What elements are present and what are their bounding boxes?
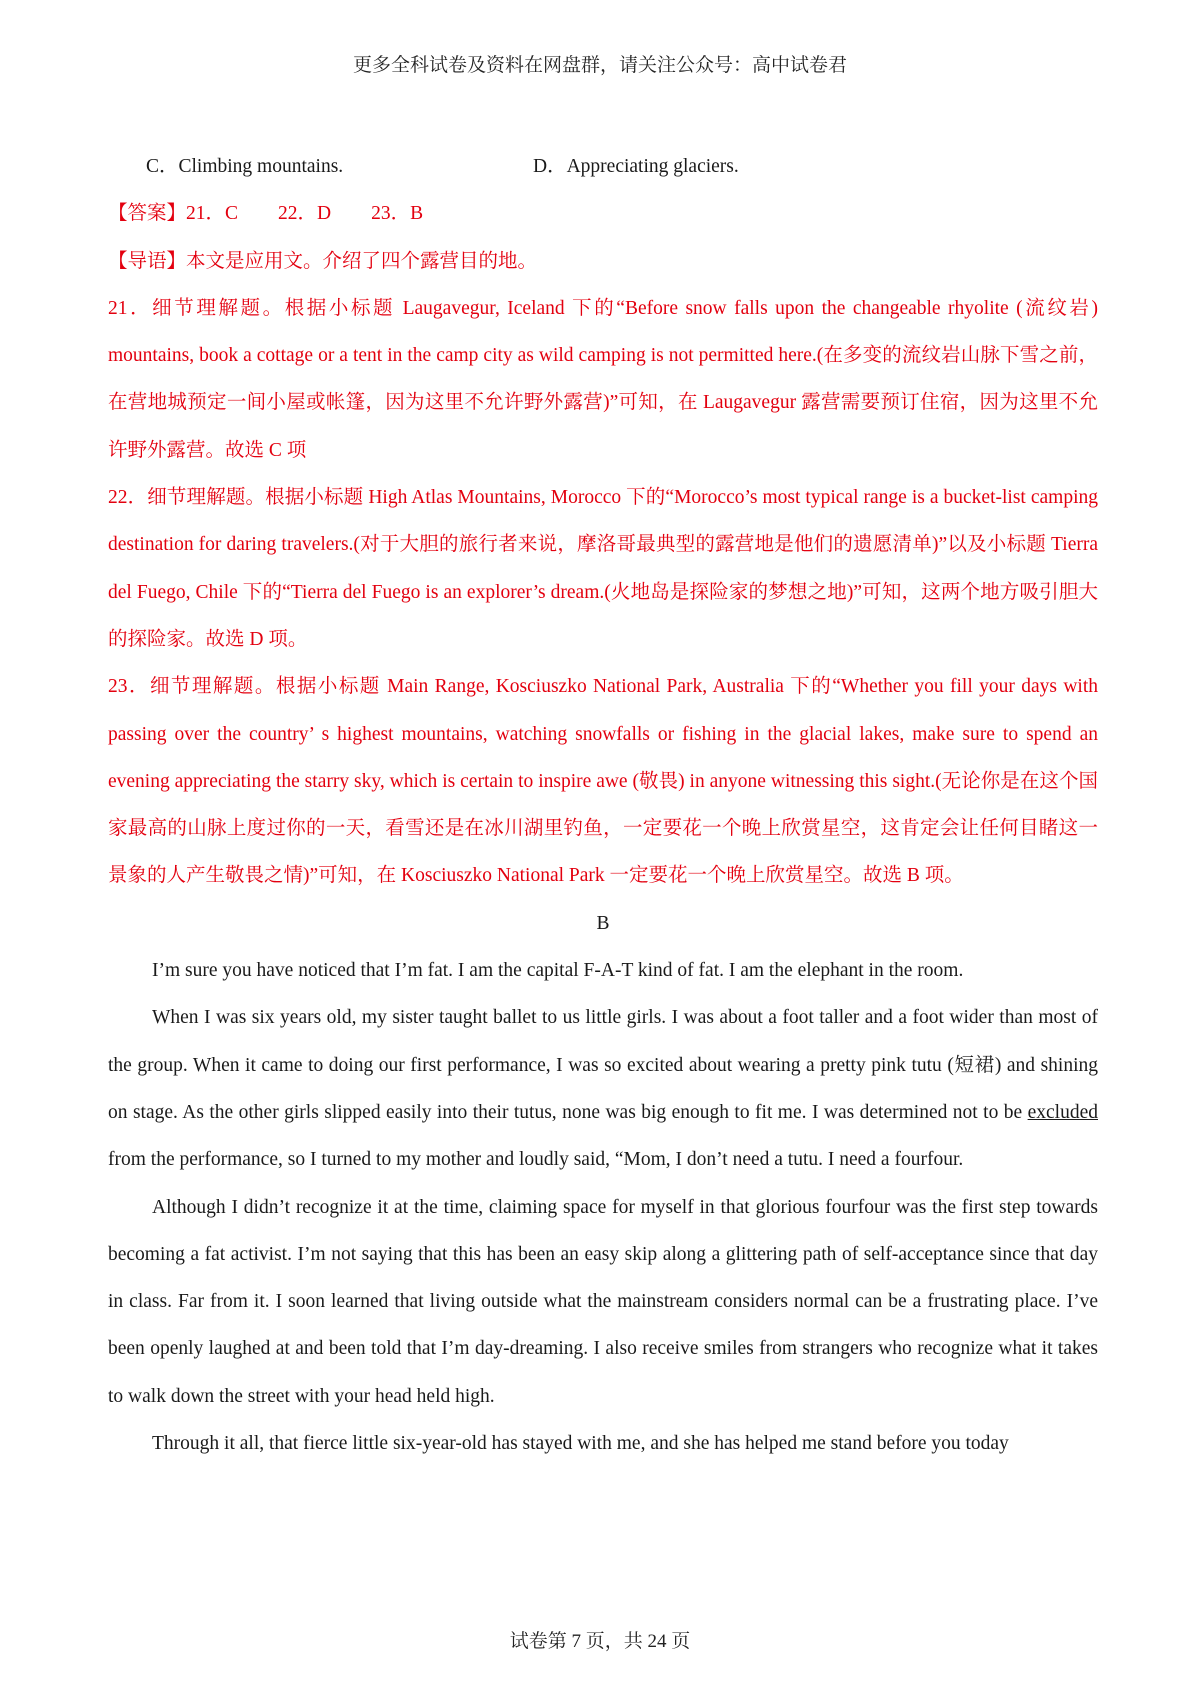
paragraph-text: When I was six years old, my sister taught ballet to us little girls. I was about a foot taller and a foot wider than most of the group. When it came to doing our first performance, I was so excited about wearing a pretty pink tutu (短裙) and shining on stage. As the other girls slipped easily into their tutus, none was big enough to fit me. I was determined not to be [108,1007,1098,1123]
explanation-23: 23．细节理解题。根据小标题 Main Range, Kosciuszko National Park, Australia 下的“Whether you fill your days with passing over the country’ s highest mountains, watching snowfalls or fishing in the glacial lakes, make sure to spend an evening appreciating the starry sky, which is certain to inspire awe (敬畏) in anyone witnessing this sight.(无论你是在这个国家最高的山脉上度过你的一天，看雪还是在冰川湖里钓鱼，一定要花一个晚上欣赏星空，这肯定会让任何目睹这一景象的人产生敬畏之情)”可知，在 Kosciuszko National Park 一定要花一个晚上欣赏星空。故选 B 项。 [108,676,1098,887]
underlined-word: excluded [1027,1101,1098,1123]
answer-options [108,143,1098,190]
explanation-22: 22．细节理解题。根据小标题 High Atlas Mountains, Morocco 下的“Morocco’s most typical range is a bucket-list camping destination for daring travelers.(对于大胆的旅行者来说，摩洛哥最典型的露营地是他们的遗愿清单)”以及小标题 Tierra del Fuego, Chile 下的“Tierra del Fuego is an explorer’s dream.(火地岛是探险家的梦想之地)”可知，这两个地方吸引胆大的探险家。故选 D 项。 [108,487,1098,650]
option-d: D．Appreciating glaciers. [533,156,739,177]
passage-paragraph-1: I’m sure you have noticed that I’m fat. I am the capital F-A-T kind of fat. I am the elephant in the room. [152,960,964,982]
page-footer: 试卷第 7 页，共 24 页 [509,1631,691,1652]
passage-paragraph-2 [108,994,1098,1183]
page-header: 更多全科试卷及资料在网盘群，请关注公众号：高中试卷君 [352,55,847,76]
passage-paragraph-3: Although I didn’t recognize it at the time, claiming space for myself in that glorious fourfour was the first step towards becoming a fat activist. I’m not saying that this has been an easy skip along a glittering path of self-acceptance since that day in class. Far from it. I soon learned that living outside what the mainstream considers normal can be a frustrating place. I’ve been openly laughed at and been told that I’m day-dreaming. I also receive smiles from strangers who recognize what it takes to walk down the street with your head held high. [108,1196,1098,1407]
answer-line [108,190,1098,237]
answer-item: 22．D [278,203,332,225]
explanation-21: 21．细节理解题。根据小标题 Laugavegur, Iceland 下的“Before snow falls upon the changeable rhyolite (流纹岩) mountains, book a cottage or a tent in the camp city as wild camping is not permitted here.(在多变的流纹岩山脉下雪之前，在营地城预定一间小屋或帐篷，因为这里不允许野外露营)”可知，在 Laugavegur 露营需要预订住宿，因为这里不允许野外露营。故选 C 项 [108,297,1098,461]
answer-item: 23．B [371,203,424,225]
passage-paragraph-4: Through it all, that fierce little six-year-old has stayed with me, and she has helped me stand before you today [152,1433,1009,1455]
answer-item: 21．C [186,203,239,225]
paragraph-text: from the performance, so I turned to my mother and loudly said, “Mom, I don’t need a tutu. I need a fourfour. [108,1149,964,1171]
guide-line: 【导语】本文是应用文。介绍了四个露营目的地。 [108,250,538,272]
answer-label: 【答案】 [108,203,187,225]
page-content [108,143,1098,1467]
option-c: C．Climbing mountains. [146,156,344,177]
section-heading: B [596,912,610,934]
